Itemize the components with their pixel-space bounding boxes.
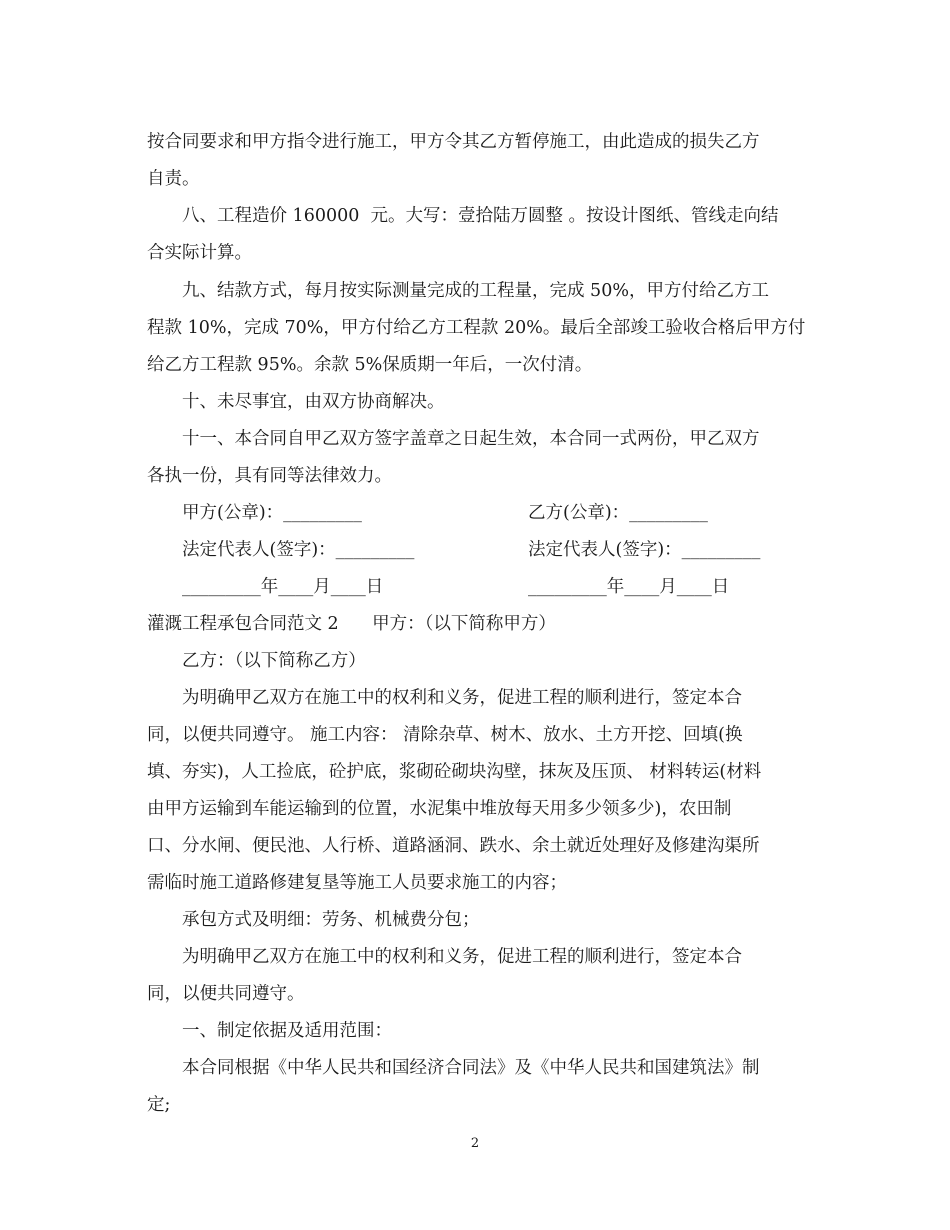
body-line: 本合同根据《中华人民共和国经济合同法》及《中华人民共和国建筑法》制: [182, 1058, 760, 1078]
body-line: 给乙方工程款 95%。余款 5%保质期一年后，一次付清。: [147, 355, 593, 375]
body-line: 定;: [147, 1095, 171, 1115]
body-line: 自责。: [147, 169, 200, 189]
body-line: 为明确甲乙双方在施工中的权利和义务，促进工程的顺利进行，签定本合: [182, 688, 742, 708]
clause-11: 十一、本合同自甲乙双方签字盖章之日起生效，本合同一式两份，甲乙双方: [182, 429, 760, 449]
body-line: 程款 10%，完成 70%，甲方付给乙方工程款 20%。最后全部竣工验收合格后甲方付: [147, 318, 806, 338]
body-line: 各执一份，具有同等法律效力。: [147, 466, 392, 486]
party-b-representative: 法定代表人(签字)：_________: [528, 540, 761, 560]
body-line: 按合同要求和甲方指令进行施工，甲方令其乙方暂停施工，由此造成的损失乙方: [147, 132, 760, 152]
party-a-date: _________年____月____日: [182, 577, 384, 597]
party-b-label: 乙方：（以下简称乙方）: [182, 651, 366, 671]
body-line: 同，以便共同遵守。 施工内容： 清除杂草、树木、放水、土方开挖、回填(换: [147, 725, 743, 745]
body-line: 口、分水闸、便民池、人行桥、道路涵洞、跌水、余土就近处理好及修建沟渠所: [147, 836, 760, 856]
clause-9: 九、结款方式，每月按实际测量完成的工程量，完成 50%，甲方付给乙方工: [182, 281, 769, 301]
section-heading: 一、制定依据及适用范围：: [182, 1021, 392, 1041]
party-a-seal: 甲方(公章)：_________: [182, 503, 362, 523]
clause-8: 八、工程造价 160000 元。大写：壹拾陆万圆整 。按设计图纸、管线走向结: [182, 206, 779, 226]
body-line: 承包方式及明细：劳务、机械费分包；: [182, 910, 480, 930]
party-b-seal: 乙方(公章)：_________: [528, 503, 708, 523]
party-b-date: _________年____月____日: [528, 577, 730, 597]
body-line: 由甲方运输到车能运输到的位置，水泥集中堆放每天用多少领多少)，农田制: [147, 799, 732, 819]
body-line: 填、夯实)，人工捡底，砼护底，浆砌砼砌块沟壁，抹灰及压顶、 材料转运(材料: [147, 762, 762, 782]
section-title: 灌溉工程承包合同范文 2 甲方：（以下简称甲方）: [147, 614, 556, 634]
page-number: 2: [470, 1136, 480, 1151]
body-line: 合实际计算。: [147, 243, 252, 263]
body-line: 同，以便共同遵守。: [147, 984, 305, 1004]
party-a-representative: 法定代表人(签字)：_________: [182, 540, 415, 560]
body-line: 为明确甲乙双方在施工中的权利和义务，促进工程的顺利进行，签定本合: [182, 947, 742, 967]
clause-10: 十、未尽事宜，由双方协商解决。: [182, 392, 445, 412]
body-line: 需临时施工道路修建复垦等施工人员要求施工的内容；: [147, 873, 567, 893]
